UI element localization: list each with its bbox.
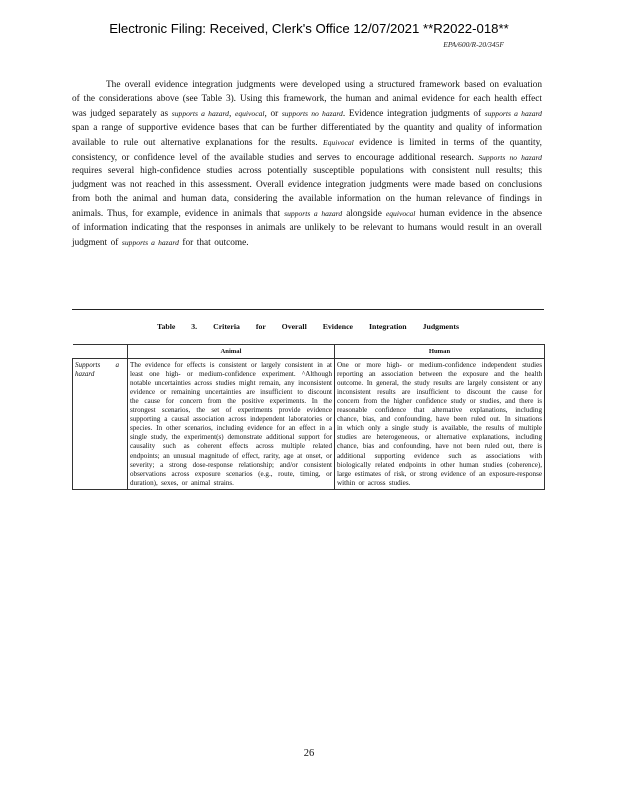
- term-supports-hazard: supports a hazard: [284, 209, 343, 219]
- row-label-cell: [73, 359, 128, 490]
- para-text: for that outcome.: [178, 237, 249, 248]
- para-text: span a range of supportive evidence bases that can be further differentiated by the quantity and quality of information available to rule out alternative explanations for the results.: [72, 122, 542, 148]
- human-criteria-cell: One or more high- or medium-confidence independent studies reporting an association between the exposure and the health outcome. In general, the study results are largely consistent or any inconsistent results are insufficient to discount the cause for concern from the higher confidence study or studies, and there is reasonable confidence that alternative explanations, including chance, bias, and confounding, have been ruled out. In situations in which only a single study is available, the results of multiple studies are heterogeneous, or alternative explanations, including chance, bias and confounding, have not been ruled out, there is additional supporting evidence such as associations with biologically related endpoints in other human studies (coherence), large estimates of risk, or strong evidence of an exposure-response within or across studies.: [335, 359, 545, 490]
- page-number: 26: [303, 748, 315, 759]
- para-text: requires several high-confidence studies across potentially susceptible populations with consistent null results; this judgment was not reached in this assessment. Overall evidence integration judgments were made based on conclusions from both the animal and human data, considering the available information on the human relevance of findings in animals. Thus, for example, evidence in animals that: [72, 166, 542, 220]
- para-text: . Evidence integration judgments of: [342, 108, 485, 119]
- term-supports-no-hazard: supports no hazard: [281, 108, 343, 118]
- body-paragraph: [72, 79, 542, 251]
- header-animal: Animal: [128, 345, 335, 359]
- para-text: human evidence in the absence of information indicating that the responses in animals are unlikely to be relevant to humans would result in an overall judgment of: [72, 209, 542, 248]
- header-human: Human: [335, 345, 545, 359]
- para-text: , or: [264, 108, 282, 119]
- animal-criteria-cell: The evidence for effects is consistent or largely consistent in at least one high- or medium-confidence experiment. ^Although notable uncertainties across studies might remain, any inconsistent evidence or remaining uncertainties are insufficient to discount the cause for concern from the positive experiments. In the strongest scenarios, the set of experiments provide evidence supporting a causal association across independent laboratories or species. In other scenarios, including evidence for an effect in a single study, the experiment(s) demonstrate additional support for causality such as coherent effects across multiple related endpoints; an unusual magnitude of effect, rarity, age at onset, or severity; a strong dose-response relationship; and/or consistent observations across exposure scenarios (e.g., route, timing, or duration), sexes, or animal strains.: [128, 359, 335, 490]
- document-id: EPA/600/R-20/345F: [443, 40, 504, 49]
- header-blank-cell: [73, 345, 128, 359]
- row-label: Supports a hazard: [75, 361, 119, 379]
- para-text: alongside: [342, 209, 386, 220]
- table-title: Table 3. Criteria for Overall Evidence Integration Judgments: [156, 322, 459, 331]
- term-equivocal: equivocal: [385, 209, 416, 219]
- term-supports-hazard: supports a hazard: [121, 237, 179, 247]
- term-supports-hazard: supports a hazard: [171, 108, 229, 118]
- para-text: The overall evidence integration judgments were developed using a structured framework based on evaluation of the considerations above (see Table 3). Using this framework, the human and animal evidence for each health effect was judged separately as: [72, 80, 542, 119]
- table-row: [73, 359, 545, 490]
- para-text: ,: [228, 108, 235, 119]
- filing-stamp: Electronic Filing: Received, Clerk's Office 12/07/2021 **R2022-018**: [109, 21, 509, 36]
- table-header-row: [73, 345, 545, 359]
- criteria-table: [72, 344, 545, 490]
- para-text: evidence is limited in terms of the quantity, consistency, or confidence level of the available studies and serves to encourage additional research.: [72, 137, 542, 163]
- term-equivocal: equivocal: [234, 108, 265, 118]
- term-equivocal: Equivocal: [323, 137, 354, 147]
- term-supports-hazard: supports a hazard: [484, 108, 542, 118]
- table-top-rule: [72, 309, 544, 310]
- term-supports-no-hazard: Supports no hazard: [478, 152, 542, 162]
